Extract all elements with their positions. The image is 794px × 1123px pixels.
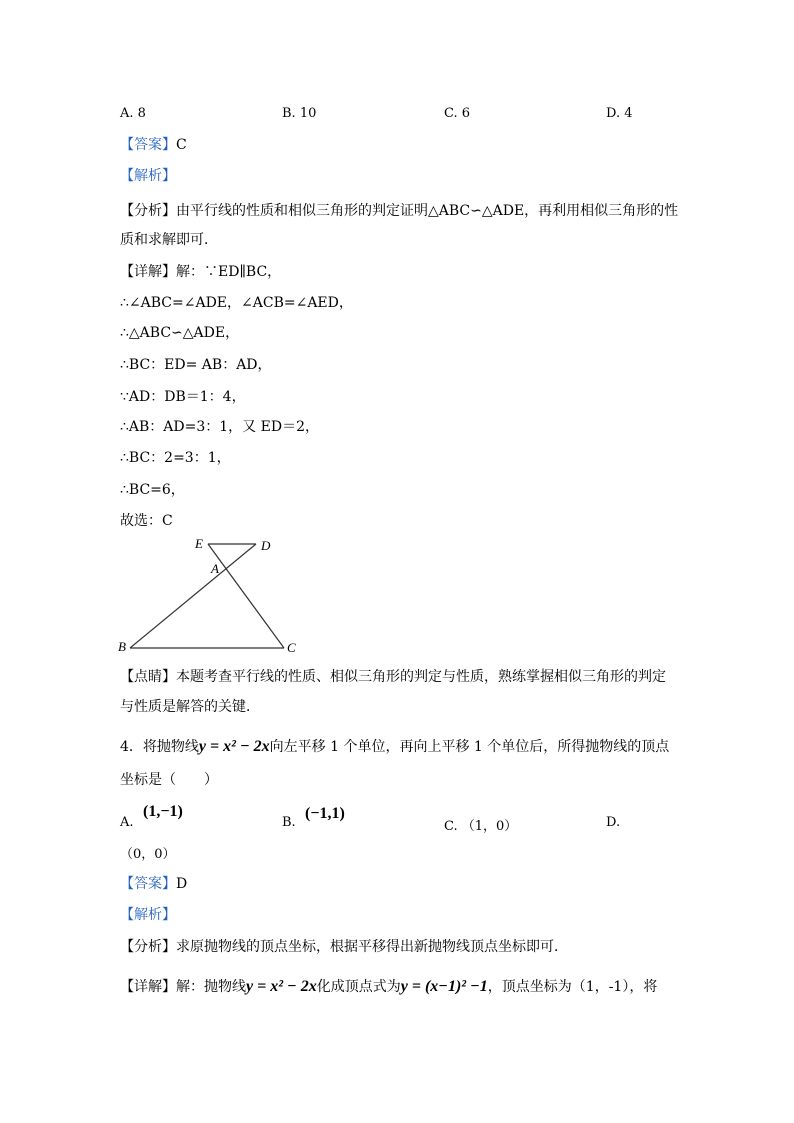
- segment-db: [130, 544, 256, 648]
- option-d: D. 4: [606, 106, 633, 121]
- q4-detail-tag: 【详解】: [120, 979, 176, 995]
- q4-formula-3: y = (x−1)² −1: [400, 978, 488, 995]
- fenxi-line-2: 质和求解即可．: [120, 232, 218, 248]
- comment-line-2: 与性质是解答的关键．: [120, 699, 260, 715]
- comment-text: 本题考查平行线的性质、相似三角形的判定与性质，熟练掌握相似三角形的判定: [176, 669, 666, 685]
- q4-option-d-value: （0，0）: [120, 847, 176, 862]
- q4-fenxi-text: 求原抛物线的顶点坐标，根据平移得出新抛物线顶点坐标即可．: [176, 939, 568, 955]
- detail-step-3: ∴BC：ED= AB：AD，: [120, 357, 272, 373]
- answer-line: [120, 134, 187, 154]
- q4-option-c: C. （1，0）: [444, 819, 518, 834]
- label-c: C: [287, 640, 296, 655]
- q4-option-b-label: B.: [282, 815, 296, 830]
- q4-analysis-tag: 【解析】: [120, 907, 176, 923]
- label-e: E: [195, 536, 203, 551]
- detail-step-0: 解：∵ED∥BC，: [176, 264, 282, 280]
- q4-answer-line: [120, 873, 187, 893]
- q4-option-b-math: (−1,1): [305, 805, 345, 822]
- q4-detail-mid: 化成顶点式为: [316, 979, 401, 995]
- q4-stem-line-1: [120, 736, 669, 756]
- q4-fenxi-tag: 【分析】: [120, 939, 176, 955]
- analysis-tag: 【解析】: [120, 168, 176, 184]
- detail-step-4: ∵AD：DB＝1：4，: [120, 389, 246, 405]
- option-c: C. 6: [444, 106, 471, 121]
- q4-fenxi-line: [120, 936, 568, 956]
- comment-line-1: [120, 666, 666, 686]
- q4-detail-line: [120, 976, 657, 996]
- answer-value: C: [176, 137, 187, 153]
- q4-formula-2: y = x² − 2x: [246, 978, 317, 995]
- detail-step-1: ∴∠ABC=∠ADE，∠ACB=∠AED，: [120, 295, 353, 311]
- detail-tag: 【详解】: [120, 264, 176, 280]
- q4-stem-prefix: 4．将抛物线: [120, 739, 199, 755]
- answer-tag: 【答案】: [120, 137, 176, 153]
- fenxi-text: 由平行线的性质和相似三角形的判定证明△ABC∽△ADE，再利用相似三角形的性: [176, 203, 679, 219]
- fenxi-line-1: [120, 200, 678, 220]
- q4-detail-suffix: ，顶点坐标为（1，-1），将: [487, 979, 658, 995]
- comment-tag: 【点睛】: [120, 669, 176, 685]
- label-d: D: [261, 538, 271, 553]
- q4-formula-1: y = x² − 2x: [198, 738, 270, 755]
- q4-option-a-math: (1,−1): [143, 803, 183, 820]
- q4-option-a-label: A.: [120, 815, 134, 830]
- q4-stem-mid: 向左平移 1 个单位，再向上平移 1 个单位后，所得抛物线的顶点: [269, 739, 670, 755]
- detail-step-7: ∴BC=6，: [120, 482, 185, 498]
- segment-ec: [208, 544, 284, 648]
- q4-answer-value: D: [176, 876, 188, 892]
- label-a: A: [211, 561, 219, 576]
- triangle-figure: [110, 532, 310, 656]
- q4-stem-line-2: 坐标是（ ）: [120, 772, 218, 788]
- detail-step-2: ∴△ABC∽△ADE，: [120, 325, 240, 341]
- q4-detail-prefix: 解：抛物线: [176, 979, 246, 995]
- detail-step-8: 故选：C: [120, 513, 173, 529]
- q4-answer-tag: 【答案】: [120, 876, 176, 892]
- q4-option-d-label: D.: [606, 815, 621, 830]
- label-b: B: [118, 639, 126, 654]
- option-b: B. 10: [282, 106, 317, 121]
- detail-step-5: ∴AB：AD=3：1，又 ED＝2，: [120, 419, 319, 435]
- fenxi-tag: 【分析】: [120, 203, 176, 219]
- detail-step-6: ∴BC：2=3：1，: [120, 450, 231, 466]
- detail-line: [120, 261, 281, 281]
- option-a: A. 8: [120, 106, 146, 121]
